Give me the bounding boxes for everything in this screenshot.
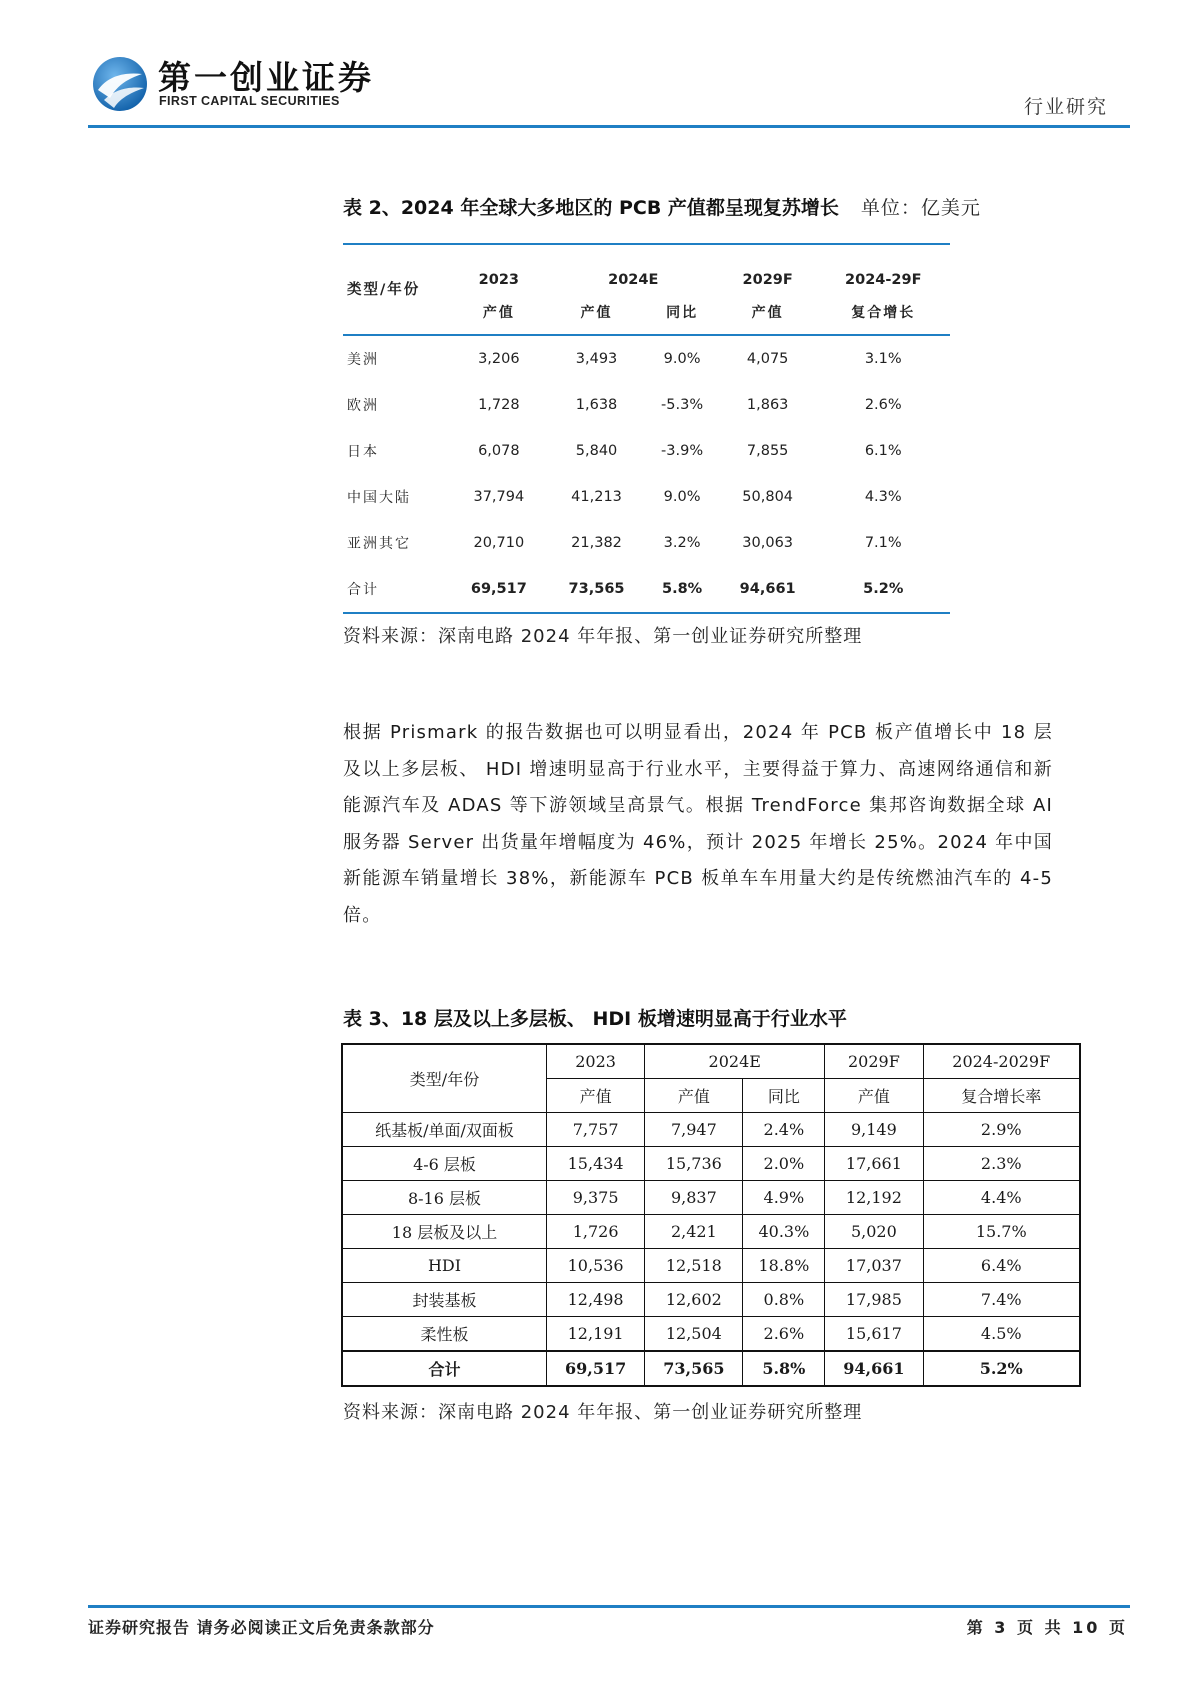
value-2029f: 4,075 — [746, 351, 789, 367]
value-2023: 12,498 — [547, 1283, 645, 1317]
yoy-change: 9.0% — [663, 489, 701, 505]
value-2023: 9,375 — [547, 1181, 645, 1215]
value-2029f: 12,192 — [825, 1181, 923, 1215]
table-row — [343, 335, 950, 382]
total-yoy: 5.8% — [743, 1351, 825, 1386]
table2-year-header: 2029F — [742, 272, 793, 288]
table3-total-row — [342, 1351, 1080, 1386]
page-header — [88, 50, 1128, 130]
value-2024e: 12,602 — [645, 1283, 743, 1317]
cagr: 2.3% — [923, 1147, 1080, 1181]
value-2029f: 50,804 — [742, 489, 794, 505]
value-2024e: 12,504 — [645, 1317, 743, 1352]
table3-corner-header: 类型/年份 — [342, 1044, 547, 1113]
table3-subheader: 产值 — [825, 1079, 923, 1113]
yoy-change: 3.2% — [663, 535, 701, 551]
table3-year-header-row — [342, 1044, 1080, 1079]
header-divider — [88, 125, 1130, 128]
total-2023: 69,517 — [450, 566, 548, 613]
value-2029f: 15,617 — [825, 1317, 923, 1352]
region-name: 美洲 — [347, 352, 379, 368]
table-row — [342, 1283, 1080, 1317]
value-2023: 20,710 — [473, 535, 525, 551]
value-2029f: 30,063 — [742, 535, 794, 551]
value-2024e: 21,382 — [571, 535, 622, 551]
table2-year-header: 2024-29F — [845, 272, 922, 288]
yoy-change: 2.6% — [743, 1317, 825, 1352]
table-row — [342, 1317, 1080, 1352]
board-type: 纸基板/单面/双面板 — [342, 1113, 547, 1147]
table2-subheader: 复合增长 — [817, 290, 951, 335]
total-label: 合计 — [343, 566, 450, 613]
table2-subheader: 产值 — [548, 290, 646, 335]
table2-year-header: 2023 — [478, 272, 520, 288]
board-type: 封装基板 — [342, 1283, 547, 1317]
table-row — [343, 428, 950, 474]
total-label: 合计 — [342, 1351, 547, 1386]
value-2024e: 5,840 — [575, 443, 618, 459]
table3-subheader: 产值 — [645, 1079, 743, 1113]
board-type: 8-16 层板 — [342, 1181, 547, 1215]
value-2023: 37,794 — [473, 489, 525, 505]
table-row — [342, 1147, 1080, 1181]
region-name: 亚洲其它 — [347, 536, 411, 552]
value-2023: 3,206 — [478, 351, 520, 367]
table2-subheader: 产值 — [450, 290, 548, 335]
table2-source: 资料来源：深南电路 2024 年年报、第一创业证券研究所整理 — [343, 626, 863, 647]
yoy-change: -5.3% — [661, 397, 704, 413]
value-2029f: 17,661 — [825, 1147, 923, 1181]
region-name: 日本 — [347, 444, 379, 460]
body-paragraph: 根据 Prismark 的报告数据也可以明显看出，2024 年 PCB 板产值增长中 18 层及以上多层板、 HDI 增速明显高于行业水平，主要得益于算力、高速网络通信和新能源汽车及 ADAS 等下游领域呈高景气。根据 TrendForce 集邦咨询数据全球 AI 服务器 Server 出货量年增幅度为 46%，预计 2025 年增长 25%。2024 年中国新能源车销量增长 38%，新能源车 PCB 板单车车用量大约是传统燃油汽车的 4-5 倍。 — [343, 722, 1053, 926]
total-2023: 69,517 — [547, 1351, 645, 1386]
page-number: 第 3 页 共 10 页 — [966, 1618, 1128, 1637]
board-type: 18 层板及以上 — [342, 1215, 547, 1249]
yoy-change: 18.8% — [743, 1249, 825, 1283]
total-cagr: 5.2% — [923, 1351, 1080, 1386]
value-2024e: 7,947 — [645, 1113, 743, 1147]
table3-pcb-layer-types — [341, 1043, 1081, 1387]
table-row — [342, 1249, 1080, 1283]
table2-regional-pcb-output — [343, 244, 950, 614]
yoy-change: 2.0% — [743, 1147, 825, 1181]
total-2029f: 94,661 — [825, 1351, 923, 1386]
value-2023: 10,536 — [547, 1249, 645, 1283]
total-2029f: 94,661 — [719, 566, 817, 613]
value-2024e: 1,638 — [575, 397, 618, 413]
yoy-change: -3.9% — [661, 443, 704, 459]
board-type: HDI — [342, 1249, 547, 1283]
table2-unit: 单位：亿美元 — [860, 197, 981, 219]
value-2024e: 2,421 — [645, 1215, 743, 1249]
yoy-change: 0.8% — [743, 1283, 825, 1317]
table-row — [343, 382, 950, 428]
value-2024e: 15,736 — [645, 1147, 743, 1181]
value-2023: 1,726 — [547, 1215, 645, 1249]
value-2029f: 9,149 — [825, 1113, 923, 1147]
table-row — [342, 1181, 1080, 1215]
logo-english-name: FIRST CAPITAL SECURITIES — [159, 94, 340, 108]
table-row — [343, 520, 950, 566]
table-row — [342, 1113, 1080, 1147]
table3-title: 表 3、18 层及以上多层板、 HDI 板增速明显高于行业水平 — [343, 1008, 847, 1030]
cagr: 6.4% — [923, 1249, 1080, 1283]
value-2029f: 17,037 — [825, 1249, 923, 1283]
value-2029f: 7,855 — [746, 443, 789, 459]
value-2023: 7,757 — [547, 1113, 645, 1147]
table3-year-header: 2029F — [825, 1044, 923, 1079]
cagr: 7.1% — [864, 535, 902, 551]
board-type: 4-6 层板 — [342, 1147, 547, 1181]
value-2024e: 3,493 — [575, 351, 618, 367]
table2-subheader: 产值 — [719, 290, 817, 335]
yoy-change: 4.9% — [743, 1181, 825, 1215]
cagr: 7.4% — [923, 1283, 1080, 1317]
yoy-change: 2.4% — [743, 1113, 825, 1147]
value-2023: 12,191 — [547, 1317, 645, 1352]
table2-year-header: 2024E — [608, 272, 659, 288]
cagr: 2.6% — [864, 397, 902, 413]
value-2029f: 17,985 — [825, 1283, 923, 1317]
company-logo-icon — [90, 54, 150, 114]
value-2024e: 9,837 — [645, 1181, 743, 1215]
table3-subheader: 同比 — [743, 1079, 825, 1113]
value-2023: 15,434 — [547, 1147, 645, 1181]
cagr: 4.4% — [923, 1181, 1080, 1215]
table2-subheader: 同比 — [645, 290, 718, 335]
yoy-change: 40.3% — [743, 1215, 825, 1249]
table-row — [342, 1215, 1080, 1249]
table3-source: 资料来源：深南电路 2024 年年报、第一创业证券研究所整理 — [343, 1402, 863, 1423]
cagr: 2.9% — [923, 1113, 1080, 1147]
footer-divider — [88, 1605, 1130, 1608]
value-2024e: 12,518 — [645, 1249, 743, 1283]
table-row — [343, 474, 950, 520]
table3-year-header: 2024E — [645, 1044, 825, 1079]
table3-subheader: 产值 — [547, 1079, 645, 1113]
cagr: 4.5% — [923, 1317, 1080, 1352]
cagr: 3.1% — [864, 351, 902, 367]
footer-disclaimer: 证券研究报告 请务必阅读正文后免责条款部分 — [88, 1618, 435, 1637]
value-2029f: 5,020 — [825, 1215, 923, 1249]
table2-corner-header: 类型/年份 — [343, 244, 450, 335]
total-cagr: 5.2% — [817, 566, 951, 613]
total-yoy: 5.8% — [645, 566, 718, 613]
total-2024e: 73,565 — [548, 566, 646, 613]
table2-year-header-row — [343, 244, 950, 290]
cagr: 6.1% — [864, 443, 902, 459]
region-name: 欧洲 — [347, 398, 379, 414]
value-2023: 6,078 — [478, 443, 520, 459]
region-name: 中国大陆 — [347, 490, 411, 506]
table3-subheader: 复合增长率 — [923, 1079, 1080, 1113]
logo-chinese-name: 第一创业证券 — [158, 58, 374, 97]
table3-year-header: 2023 — [547, 1044, 645, 1079]
value-2029f: 1,863 — [746, 397, 789, 413]
yoy-change: 9.0% — [663, 351, 701, 367]
table2-total-row — [343, 566, 950, 613]
total-2024e: 73,565 — [645, 1351, 743, 1386]
value-2023: 1,728 — [478, 397, 520, 413]
table3-year-header: 2024-2029F — [923, 1044, 1080, 1079]
cagr: 4.3% — [864, 489, 902, 505]
report-section-label: 行业研究 — [1023, 96, 1108, 118]
table2-title-text: 表 2、2024 年全球大多地区的 PCB 产值都呈现复苏增长 — [343, 197, 839, 219]
cagr: 15.7% — [923, 1215, 1080, 1249]
table2-title — [343, 193, 981, 220]
value-2024e: 41,213 — [571, 489, 622, 505]
board-type: 柔性板 — [342, 1317, 547, 1352]
